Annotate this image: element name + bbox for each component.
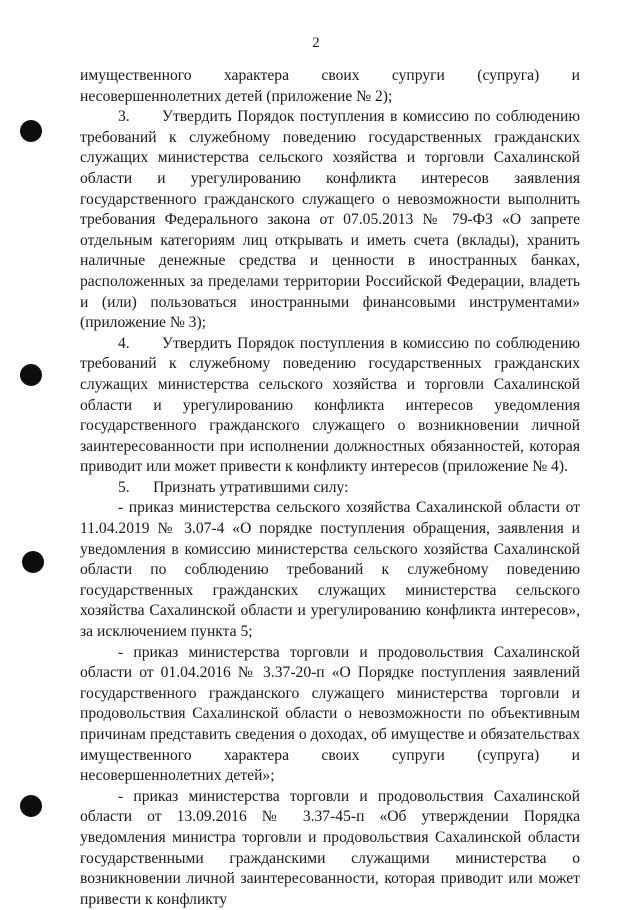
paragraph-item-5: 5. Признать утратившими силу: bbox=[118, 478, 349, 496]
paragraph-continuation: имущественного характера своих супруги (супруга) и несовершеннолетних детей (приложение № 2); bbox=[80, 67, 580, 105]
repealed-order-1: - приказ министерства сельского хозяйства Сахалинской области от 11.04.2019 № 3.07-4 «О порядке поступления обращения, заявления и уведомления в комиссию министерства сельского хозяйства Сахалинской области по соблюдению требований к служебному поведению государственных гражданских служащих министерства сельского хозяйства Сахалинской области и урегулированию конфликта интересов», за исключением пункта 5; bbox=[80, 499, 580, 641]
punch-hole bbox=[20, 795, 42, 817]
punch-hole bbox=[20, 120, 42, 142]
repealed-order-2: - приказ министерства торговли и продовольствия Сахалинской области от 01.04.2016 № 3.37-20-п «О Порядке поступления заявлений государственного гражданского служащего министерства торговли и продовольствия Сахалинской области о невозможности по объективным причинам представить сведения о доходах, об имуществе и обязательствах имущественного характера своих супруги (супруга) и несовершеннолетних детей»; bbox=[80, 643, 580, 785]
punch-hole bbox=[20, 364, 42, 386]
paragraph-item-3: 3. Утвердить Порядок поступления в комиссию по соблюдению требований к служебному поведению государственных гражданских служащих министерства сельского хозяйства и торговли Сахалинской области и урегулированию конфликта интересов заявления государственного гражданского служащего о невозможности выполнить требования Федерального закона от 07.05.2013 № 79-ФЗ «О запрете отдельным категориям лиц открывать и иметь счета (вклады), хранить наличные денежные средства и ценности в иностранных банках, расположенных за пределами территории Российской Федерации, владеть и (или) пользоваться иностранными финансовыми инструментами» (приложение № 3); bbox=[80, 108, 580, 332]
page-number: 2 bbox=[312, 35, 320, 51]
paragraph-item-4: 4. Утвердить Порядок поступления в комиссию по соблюдению требований к служебному поведению государственных гражданских служащих министерства сельского хозяйства и торговли Сахалинской области и урегулированию конфликта интересов уведомления государственного гражданского служащего о возникновении личной заинтересованности при исполнении должностных обязанностей, которая приводит или может привести к конфликту интересов (приложение № 4). bbox=[80, 334, 580, 476]
document-body bbox=[80, 66, 580, 910]
punch-hole bbox=[22, 551, 44, 573]
repealed-order-3: - приказ министерства торговли и продовольствия Сахалинской области от 13.09.2016 № 3.37-45-п «Об утверждении Порядка уведомления министра торговли и продовольствия Сахалинской области государственными гражданскими служащими министерства о возникновении личной заинтересованности, которая приводит или может привести к конфликту bbox=[80, 787, 580, 908]
